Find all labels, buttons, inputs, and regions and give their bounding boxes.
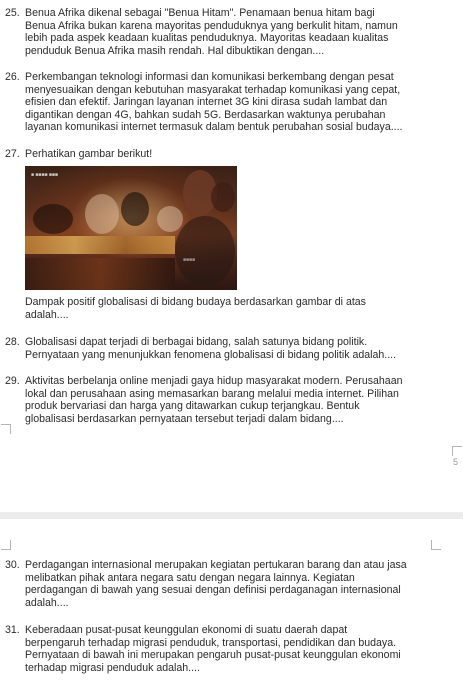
question-31 (5, 624, 457, 674)
question-text (25, 336, 457, 361)
text-line: produk bervariasi dan harga yang ditawarkan cukup terjangkau. Bentuk (25, 400, 360, 413)
question-number: 31. (5, 624, 20, 636)
text-line: globalisasi berdasarkan pernyataan tersebut terjadi dalam bidang.... (25, 412, 344, 425)
question-number: 26. (5, 71, 20, 83)
photo-watermark: ■ ■■■■ ■■■ (31, 172, 58, 178)
question-text (25, 7, 457, 57)
question-number: 30. (5, 559, 20, 571)
text-line: terhadap migrasi penduduk adalah.... (25, 661, 200, 674)
question-25 (5, 7, 457, 57)
gamelan-photo (25, 166, 237, 290)
text-line: Pernyataan di bawah ini merupakan pengaruh pusat-pusat keunggulan ekonomi (25, 649, 401, 662)
text-line: lokal dan perusahaan asing memasarkan barang melalui media internet. Pilihan (25, 387, 399, 400)
text-line: Pernyataan yang menunjukkan fenomena globalisasi di bidang politik adalah.... (25, 348, 397, 361)
text-line: melibatkan pihak antara negara satu dengan negara lainnya. Kegiatan (25, 571, 355, 584)
text-line: Benua Afrika bukan karena mayoritas penduduknya yang berkulit hitam, namun (25, 19, 398, 32)
question-28 (5, 336, 457, 361)
page-corner-mark (1, 424, 11, 434)
question-text (25, 71, 457, 134)
text-line: berpengaruh terhadap migrasi penduduk, transportasi, pendidikan dan budaya. (25, 636, 397, 649)
text-line: Perhatikan gambar berikut! (25, 148, 153, 160)
text-line: lebih pada aspek keadaan kualitas penduduknya. Mayoritas keadaan kualitas (25, 32, 389, 45)
question-text (25, 296, 457, 321)
text-line: menyesuaikan dengan kebutuhan masyarakat terhadap komunikasi yang cepat, (25, 83, 401, 96)
page-corner-mark (452, 446, 462, 456)
question-number: 25. (5, 7, 20, 19)
text-line: Benua Afrika dikenal sebagai "Benua Hitam". Penamaan benua hitam bagi (25, 7, 375, 19)
question-text (25, 624, 457, 674)
page-separator (0, 512, 463, 519)
question-number: 29. (5, 375, 20, 387)
text-line: Perdagangan internasional merupakan kegiatan pertukaran barang dan atau jasa (25, 559, 407, 571)
text-line: Perkembangan teknologi informasi dan komunikasi berkembang dengan pesat (25, 71, 394, 83)
photo-watermark: ■■■■ (183, 257, 196, 263)
page-number: 5 (453, 457, 459, 467)
text-line: efisien dan efektif. Jaringan layanan internet 3G kini dirasa sudah lambat dan (25, 96, 388, 109)
text-line: perdagangan di bawah yang sesuai dengan definisi perdaganagan internasional (25, 584, 401, 597)
question-number: 28. (5, 336, 20, 348)
page-corner-mark (1, 540, 11, 550)
question-26 (5, 71, 457, 134)
question-27-prompt (5, 296, 457, 321)
question-29 (5, 375, 457, 425)
question-text (25, 559, 457, 609)
page-corner-mark (431, 540, 441, 550)
text-line: layanan komunikasi internet termasuk dalam bentuk perubahan sosial budaya.... (25, 121, 403, 134)
text-line: digantikan dengan 4G, bahkan sudah 5G. Berdasarkan waktunya perubahan (25, 108, 386, 121)
question-number: 27. (5, 148, 20, 160)
question-text (25, 148, 457, 161)
text-line: Keberadaan pusat-pusat keunggulan ekonomi di suatu daerah dapat (25, 624, 348, 636)
text-line: adalah.... (25, 308, 69, 321)
text-line: adalah.... (25, 596, 69, 609)
question-27 (5, 148, 457, 161)
text-line: Dampak positif globalisasi di bidang budaya berdasarkan gambar di atas (25, 296, 366, 308)
text-line: Aktivitas berbelanja online menjadi gaya hidup masyarakat modern. Perusahaan (25, 375, 403, 387)
question-text (25, 375, 457, 425)
text-line: penduduk Benua Afrika masih rendah. Hal dibuktikan dengan.... (25, 44, 325, 57)
text-line: Globalisasi dapat terjadi di berbagai bidang, salah satunya bidang politik. (25, 336, 368, 348)
question-30 (5, 559, 457, 609)
